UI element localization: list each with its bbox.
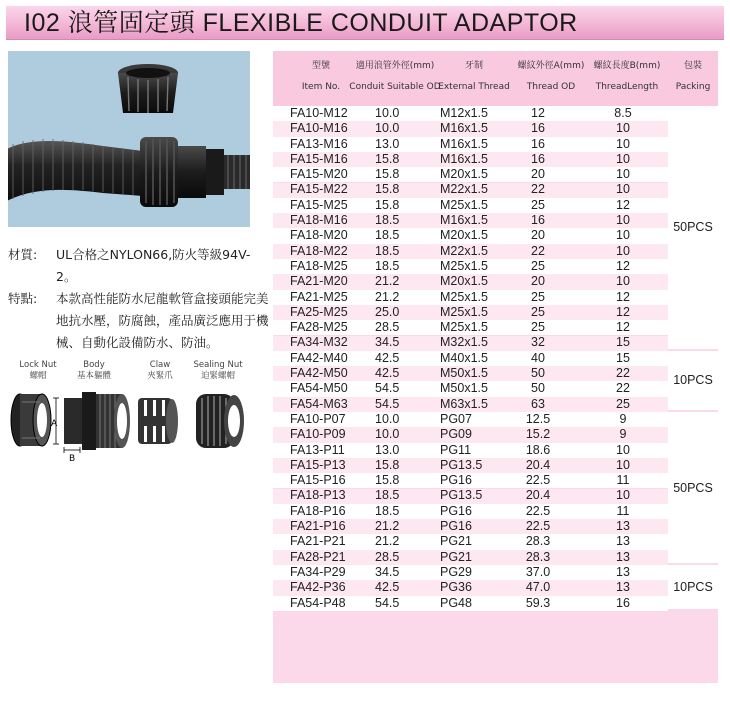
table-cell: 16 bbox=[531, 213, 545, 228]
table-cell: FA15-M20 bbox=[290, 167, 348, 182]
table-cell: FA21-P16 bbox=[290, 519, 346, 534]
table-cell: PG16 bbox=[440, 473, 472, 488]
sealing-nut-label bbox=[188, 360, 248, 382]
table-cell: 28.3 bbox=[525, 549, 551, 564]
table-cell: 54.5 bbox=[375, 396, 400, 411]
table-cell: FA34-P29 bbox=[290, 564, 346, 579]
table-cell: 54.5 bbox=[375, 381, 400, 396]
table-cell: FA13-P11 bbox=[290, 442, 345, 457]
table-cell: 13 bbox=[616, 534, 630, 549]
body-label-zh: 基本軀體 bbox=[76, 371, 111, 381]
lock-nut-label-en: Lock Nut bbox=[19, 360, 57, 370]
table-cell: 13.0 bbox=[375, 136, 400, 151]
table-cell: PG36 bbox=[440, 580, 472, 595]
material-label: 材質: bbox=[8, 247, 38, 262]
table-cell: 47.0 bbox=[525, 580, 551, 595]
lock-nut-label bbox=[8, 360, 68, 382]
table-cell: 9 bbox=[619, 411, 627, 426]
table-cell: FA28-P21 bbox=[290, 549, 346, 564]
table-cell: 15.8 bbox=[375, 167, 400, 182]
packing-label: 50PCS bbox=[673, 480, 713, 495]
table-cell: M25x1.5 bbox=[440, 197, 488, 212]
table-cell: PG48 bbox=[440, 595, 472, 610]
column-external-thread bbox=[440, 106, 488, 611]
table-cell: FA15-P16 bbox=[290, 473, 346, 488]
table-cell: PG16 bbox=[440, 519, 472, 534]
table-cell: 15.8 bbox=[375, 197, 400, 212]
material-text: UL合格之NYLON66,防火等級94V-2。 bbox=[56, 247, 251, 284]
table-cell: 21.2 bbox=[375, 289, 400, 304]
table-cell: 10 bbox=[616, 136, 630, 151]
table-cell: M25x1.5 bbox=[440, 258, 488, 273]
column-item-no bbox=[290, 106, 348, 611]
table-cell: 25 bbox=[531, 289, 545, 304]
table-cell: 18.6 bbox=[525, 442, 551, 457]
table-cell: FA21-M25 bbox=[290, 289, 348, 304]
dimension-b-label: B bbox=[69, 454, 76, 464]
table-cell: 50 bbox=[531, 366, 545, 381]
header-thread-od-en: Thread OD bbox=[526, 82, 576, 92]
table-cell: 10 bbox=[616, 151, 630, 166]
column-thread-length bbox=[598, 106, 648, 611]
table-cell: 21.2 bbox=[375, 519, 400, 534]
table-cell: 12 bbox=[531, 106, 545, 120]
table-cell: 15 bbox=[616, 335, 630, 350]
table-cell: 22 bbox=[531, 243, 545, 258]
table-cell: M63x1.5 bbox=[440, 396, 488, 411]
table-cell: FA54-M63 bbox=[290, 396, 348, 411]
table-cell: 22.5 bbox=[525, 503, 551, 518]
table-cell: M22x1.5 bbox=[440, 243, 488, 258]
table-cell: 15.2 bbox=[525, 427, 551, 442]
table-cell: 10 bbox=[616, 167, 630, 182]
packing-label: 10PCS bbox=[673, 373, 713, 388]
feature-label: 特點: bbox=[8, 291, 38, 306]
table-cell: 13 bbox=[616, 580, 630, 595]
table-cell: 12.5 bbox=[525, 411, 551, 426]
table-cell: FA42-M40 bbox=[290, 350, 348, 365]
table-cell: 10 bbox=[616, 442, 630, 457]
header-thread-od bbox=[511, 61, 591, 93]
claw-icon bbox=[138, 398, 178, 444]
lock-nut-icon bbox=[11, 394, 51, 446]
table-cell: 22.5 bbox=[525, 519, 551, 534]
table-cell: M25x1.5 bbox=[440, 289, 488, 304]
table-cell: M25x1.5 bbox=[440, 304, 488, 319]
table-cell: FA15-M25 bbox=[290, 197, 348, 212]
table-cell: 15 bbox=[616, 350, 630, 365]
table-cell: 20 bbox=[531, 274, 545, 289]
header-packing-zh: 包裝 bbox=[683, 61, 702, 71]
table-cell: FA18-M22 bbox=[290, 243, 348, 258]
table-cell: FA13-M16 bbox=[290, 136, 348, 151]
table-cell: PG16 bbox=[440, 503, 472, 518]
header-thread-length-en: ThreadLength bbox=[595, 82, 659, 92]
table-cell: 25 bbox=[531, 320, 545, 335]
table-cell: 18.5 bbox=[375, 228, 400, 243]
dimension-a-label: A bbox=[51, 419, 58, 429]
table-cell: 12 bbox=[616, 289, 630, 304]
sealing-nut-icon bbox=[196, 394, 244, 448]
header-packing bbox=[670, 61, 716, 93]
table-cell: 37.0 bbox=[525, 564, 551, 579]
table-cell: 10 bbox=[616, 121, 630, 136]
lock-nut-label-zh: 螺帽 bbox=[29, 371, 47, 381]
table-cell: FA15-P13 bbox=[290, 457, 346, 472]
table-cell: FA18-P13 bbox=[290, 488, 346, 503]
header-od-en: Conduit Suitable OD bbox=[349, 82, 441, 92]
table-cell: 12 bbox=[616, 197, 630, 212]
table-cell: M22x1.5 bbox=[440, 182, 488, 197]
table-cell: M12x1.5 bbox=[440, 106, 488, 120]
table-cell: PG11 bbox=[440, 442, 472, 457]
column-conduit-od bbox=[375, 106, 399, 611]
table-cell: 42.5 bbox=[375, 366, 400, 381]
table-cell: 18.5 bbox=[375, 258, 400, 273]
material-note bbox=[8, 244, 270, 288]
header-thread-od-zh: 螺紋外徑A(mm) bbox=[517, 61, 585, 71]
table-cell: 25 bbox=[531, 197, 545, 212]
table-cell: M40x1.5 bbox=[440, 350, 488, 365]
header-ext-en: External Thread bbox=[438, 82, 510, 92]
feature-note bbox=[8, 288, 270, 354]
table-cell: M20x1.5 bbox=[440, 274, 488, 289]
table-cell: FA18-M16 bbox=[290, 213, 348, 228]
table-cell: M16x1.5 bbox=[440, 136, 488, 151]
table-cell: FA34-M32 bbox=[290, 335, 348, 350]
product-photo bbox=[8, 51, 250, 227]
table-cell: 10.0 bbox=[375, 106, 400, 120]
table-cell: 10 bbox=[616, 228, 630, 243]
table-cell: 13 bbox=[616, 519, 630, 534]
table-cell: 10 bbox=[616, 274, 630, 289]
table-cell: 50 bbox=[531, 381, 545, 396]
table-cell: 18.5 bbox=[375, 243, 400, 258]
table-cell: 11 bbox=[616, 503, 630, 518]
table-cell: M16x1.5 bbox=[440, 151, 488, 166]
table-cell: FA54-M50 bbox=[290, 381, 348, 396]
table-cell: FA10-P07 bbox=[290, 411, 346, 426]
table-cell: 18.5 bbox=[375, 213, 400, 228]
table-cell: FA18-P16 bbox=[290, 503, 346, 518]
table-cell: 10.0 bbox=[375, 411, 400, 426]
table-cell: 11 bbox=[616, 473, 630, 488]
table-cell: 10 bbox=[616, 182, 630, 197]
claw-label-en: Claw bbox=[149, 360, 171, 370]
claw-label-zh: 夾緊爪 bbox=[147, 371, 173, 381]
table-cell: 9 bbox=[619, 427, 627, 442]
table-cell: 13 bbox=[616, 549, 630, 564]
header-thread-length-zh: 螺紋長度B(mm) bbox=[593, 61, 661, 71]
header-ext-zh: 牙制 bbox=[464, 61, 483, 71]
table-cell: PG21 bbox=[440, 534, 472, 549]
table-cell: 10.0 bbox=[375, 427, 400, 442]
table-cell: 22 bbox=[616, 381, 630, 396]
table-header bbox=[273, 51, 718, 106]
table-cell: FA18-M25 bbox=[290, 258, 348, 273]
packing-label: 10PCS bbox=[673, 579, 713, 594]
table-cell: 21.2 bbox=[375, 534, 400, 549]
table-cell: 12 bbox=[616, 320, 630, 335]
claw-label bbox=[130, 360, 190, 382]
table-cell: M16x1.5 bbox=[440, 213, 488, 228]
header-item-zh: 型號 bbox=[311, 61, 330, 71]
table-cell: PG09 bbox=[440, 427, 472, 442]
table-cell: 10 bbox=[616, 243, 630, 258]
header-packing-en: Packing bbox=[675, 82, 711, 92]
table-cell: FA28-M25 bbox=[290, 320, 348, 335]
table-cell: 32 bbox=[531, 335, 545, 350]
header-item-en: Item No. bbox=[301, 82, 341, 92]
table-cell: 15.8 bbox=[375, 182, 400, 197]
table-cell: PG07 bbox=[440, 411, 472, 426]
table-cell: 25.0 bbox=[375, 304, 400, 319]
table-cell: 21.2 bbox=[375, 274, 400, 289]
page-title: I02 浪管固定頭 FLEXIBLE CONDUIT ADAPTOR bbox=[24, 9, 578, 37]
column-thread-od bbox=[513, 106, 563, 611]
feature-text: 本款高性能防水尼龍軟管盒接頭能完美地抗水壓，防腐蝕，產品廣泛應用于機械、自動化設備防水、防油。 bbox=[56, 291, 269, 350]
table-cell: FA10-M12 bbox=[290, 106, 348, 120]
header-od-zh: 適用浪管外徑(mm) bbox=[355, 61, 435, 71]
packing-label: 50PCS bbox=[673, 220, 713, 235]
table-cell: 28.5 bbox=[375, 549, 400, 564]
conduit-adaptor-image bbox=[8, 51, 250, 227]
table-cell: 42.5 bbox=[375, 580, 400, 595]
table-cell: M20x1.5 bbox=[440, 228, 488, 243]
table-cell: 22 bbox=[531, 182, 545, 197]
table-cell: FA15-M16 bbox=[290, 151, 348, 166]
table-cell: PG21 bbox=[440, 549, 472, 564]
table-cell: 22.5 bbox=[525, 473, 551, 488]
table-cell: M16x1.5 bbox=[440, 121, 488, 136]
table-cell: 40 bbox=[531, 350, 545, 365]
table-cell: 20 bbox=[531, 167, 545, 182]
table-cell: 18.5 bbox=[375, 503, 400, 518]
table-cell: FA42-P36 bbox=[290, 580, 346, 595]
table-cell: FA54-P48 bbox=[290, 595, 346, 610]
table-cell: FA21-P21 bbox=[290, 534, 346, 549]
table-cell: 10.0 bbox=[375, 121, 400, 136]
table-cell: FA15-M22 bbox=[290, 182, 348, 197]
table-cell: 16 bbox=[531, 136, 545, 151]
sealing-nut-label-en: Sealing Nut bbox=[193, 360, 243, 370]
table-cell: 13.0 bbox=[375, 442, 400, 457]
table-cell: 28.5 bbox=[375, 320, 400, 335]
body-icon bbox=[51, 392, 130, 464]
spec-table bbox=[273, 51, 718, 683]
header-ext bbox=[433, 61, 515, 93]
table-cell: M32x1.5 bbox=[440, 335, 488, 350]
table-cell: 20 bbox=[531, 228, 545, 243]
table-cell: 10 bbox=[616, 488, 630, 503]
table-cell: 20.4 bbox=[525, 457, 551, 472]
table-cell: FA18-M20 bbox=[290, 228, 348, 243]
table-cell: PG13.5 bbox=[440, 488, 483, 503]
table-cell: M20x1.5 bbox=[440, 167, 488, 182]
table-cell: FA21-M20 bbox=[290, 274, 348, 289]
table-cell: FA25-M25 bbox=[290, 304, 348, 319]
table-cell: PG13.5 bbox=[440, 457, 483, 472]
table-cell: 25 bbox=[616, 396, 630, 411]
table-cell: 59.3 bbox=[525, 595, 551, 610]
sealing-nut-label-zh: 迫緊螺帽 bbox=[200, 371, 235, 381]
table-cell: 8.5 bbox=[614, 106, 632, 120]
table-cell: FA42-M50 bbox=[290, 366, 348, 381]
table-cell: FA10-P09 bbox=[290, 427, 346, 442]
product-notes bbox=[8, 244, 270, 354]
table-cell: 15.8 bbox=[375, 457, 400, 472]
table-cell: 63 bbox=[531, 396, 545, 411]
table-cell: 12 bbox=[616, 258, 630, 273]
title-bar bbox=[6, 6, 724, 40]
table-cell: M50x1.5 bbox=[440, 381, 488, 396]
table-cell: M25x1.5 bbox=[440, 320, 488, 335]
table-cell: 20.4 bbox=[525, 488, 551, 503]
table-cell: 15.8 bbox=[375, 473, 400, 488]
table-cell: 28.3 bbox=[525, 534, 551, 549]
table-cell: 13 bbox=[616, 564, 630, 579]
table-cell: 10 bbox=[616, 457, 630, 472]
table-cell: 15.8 bbox=[375, 151, 400, 166]
table-cell: 25 bbox=[531, 304, 545, 319]
table-cell: 18.5 bbox=[375, 488, 400, 503]
table-cell: PG29 bbox=[440, 564, 472, 579]
table-cell: M50x1.5 bbox=[440, 366, 488, 381]
parts-diagram bbox=[8, 360, 270, 465]
table-cell: FA10-M16 bbox=[290, 121, 348, 136]
header-od bbox=[343, 61, 447, 93]
table-cell: 54.5 bbox=[375, 595, 400, 610]
exploded-parts-drawing bbox=[8, 386, 270, 466]
table-cell: 12 bbox=[616, 304, 630, 319]
header-thread-length bbox=[587, 61, 667, 93]
table-cell: 34.5 bbox=[375, 335, 400, 350]
table-cell: 42.5 bbox=[375, 350, 400, 365]
table-cell: 16 bbox=[531, 151, 545, 166]
table-cell: 16 bbox=[531, 121, 545, 136]
table-cell: 10 bbox=[616, 213, 630, 228]
table-cell: 25 bbox=[531, 258, 545, 273]
table-cell: 16 bbox=[616, 595, 630, 610]
body-label bbox=[64, 360, 124, 382]
table-cell: 22 bbox=[616, 366, 630, 381]
table-cell: 34.5 bbox=[375, 564, 400, 579]
body-label-en: Body bbox=[83, 360, 105, 370]
